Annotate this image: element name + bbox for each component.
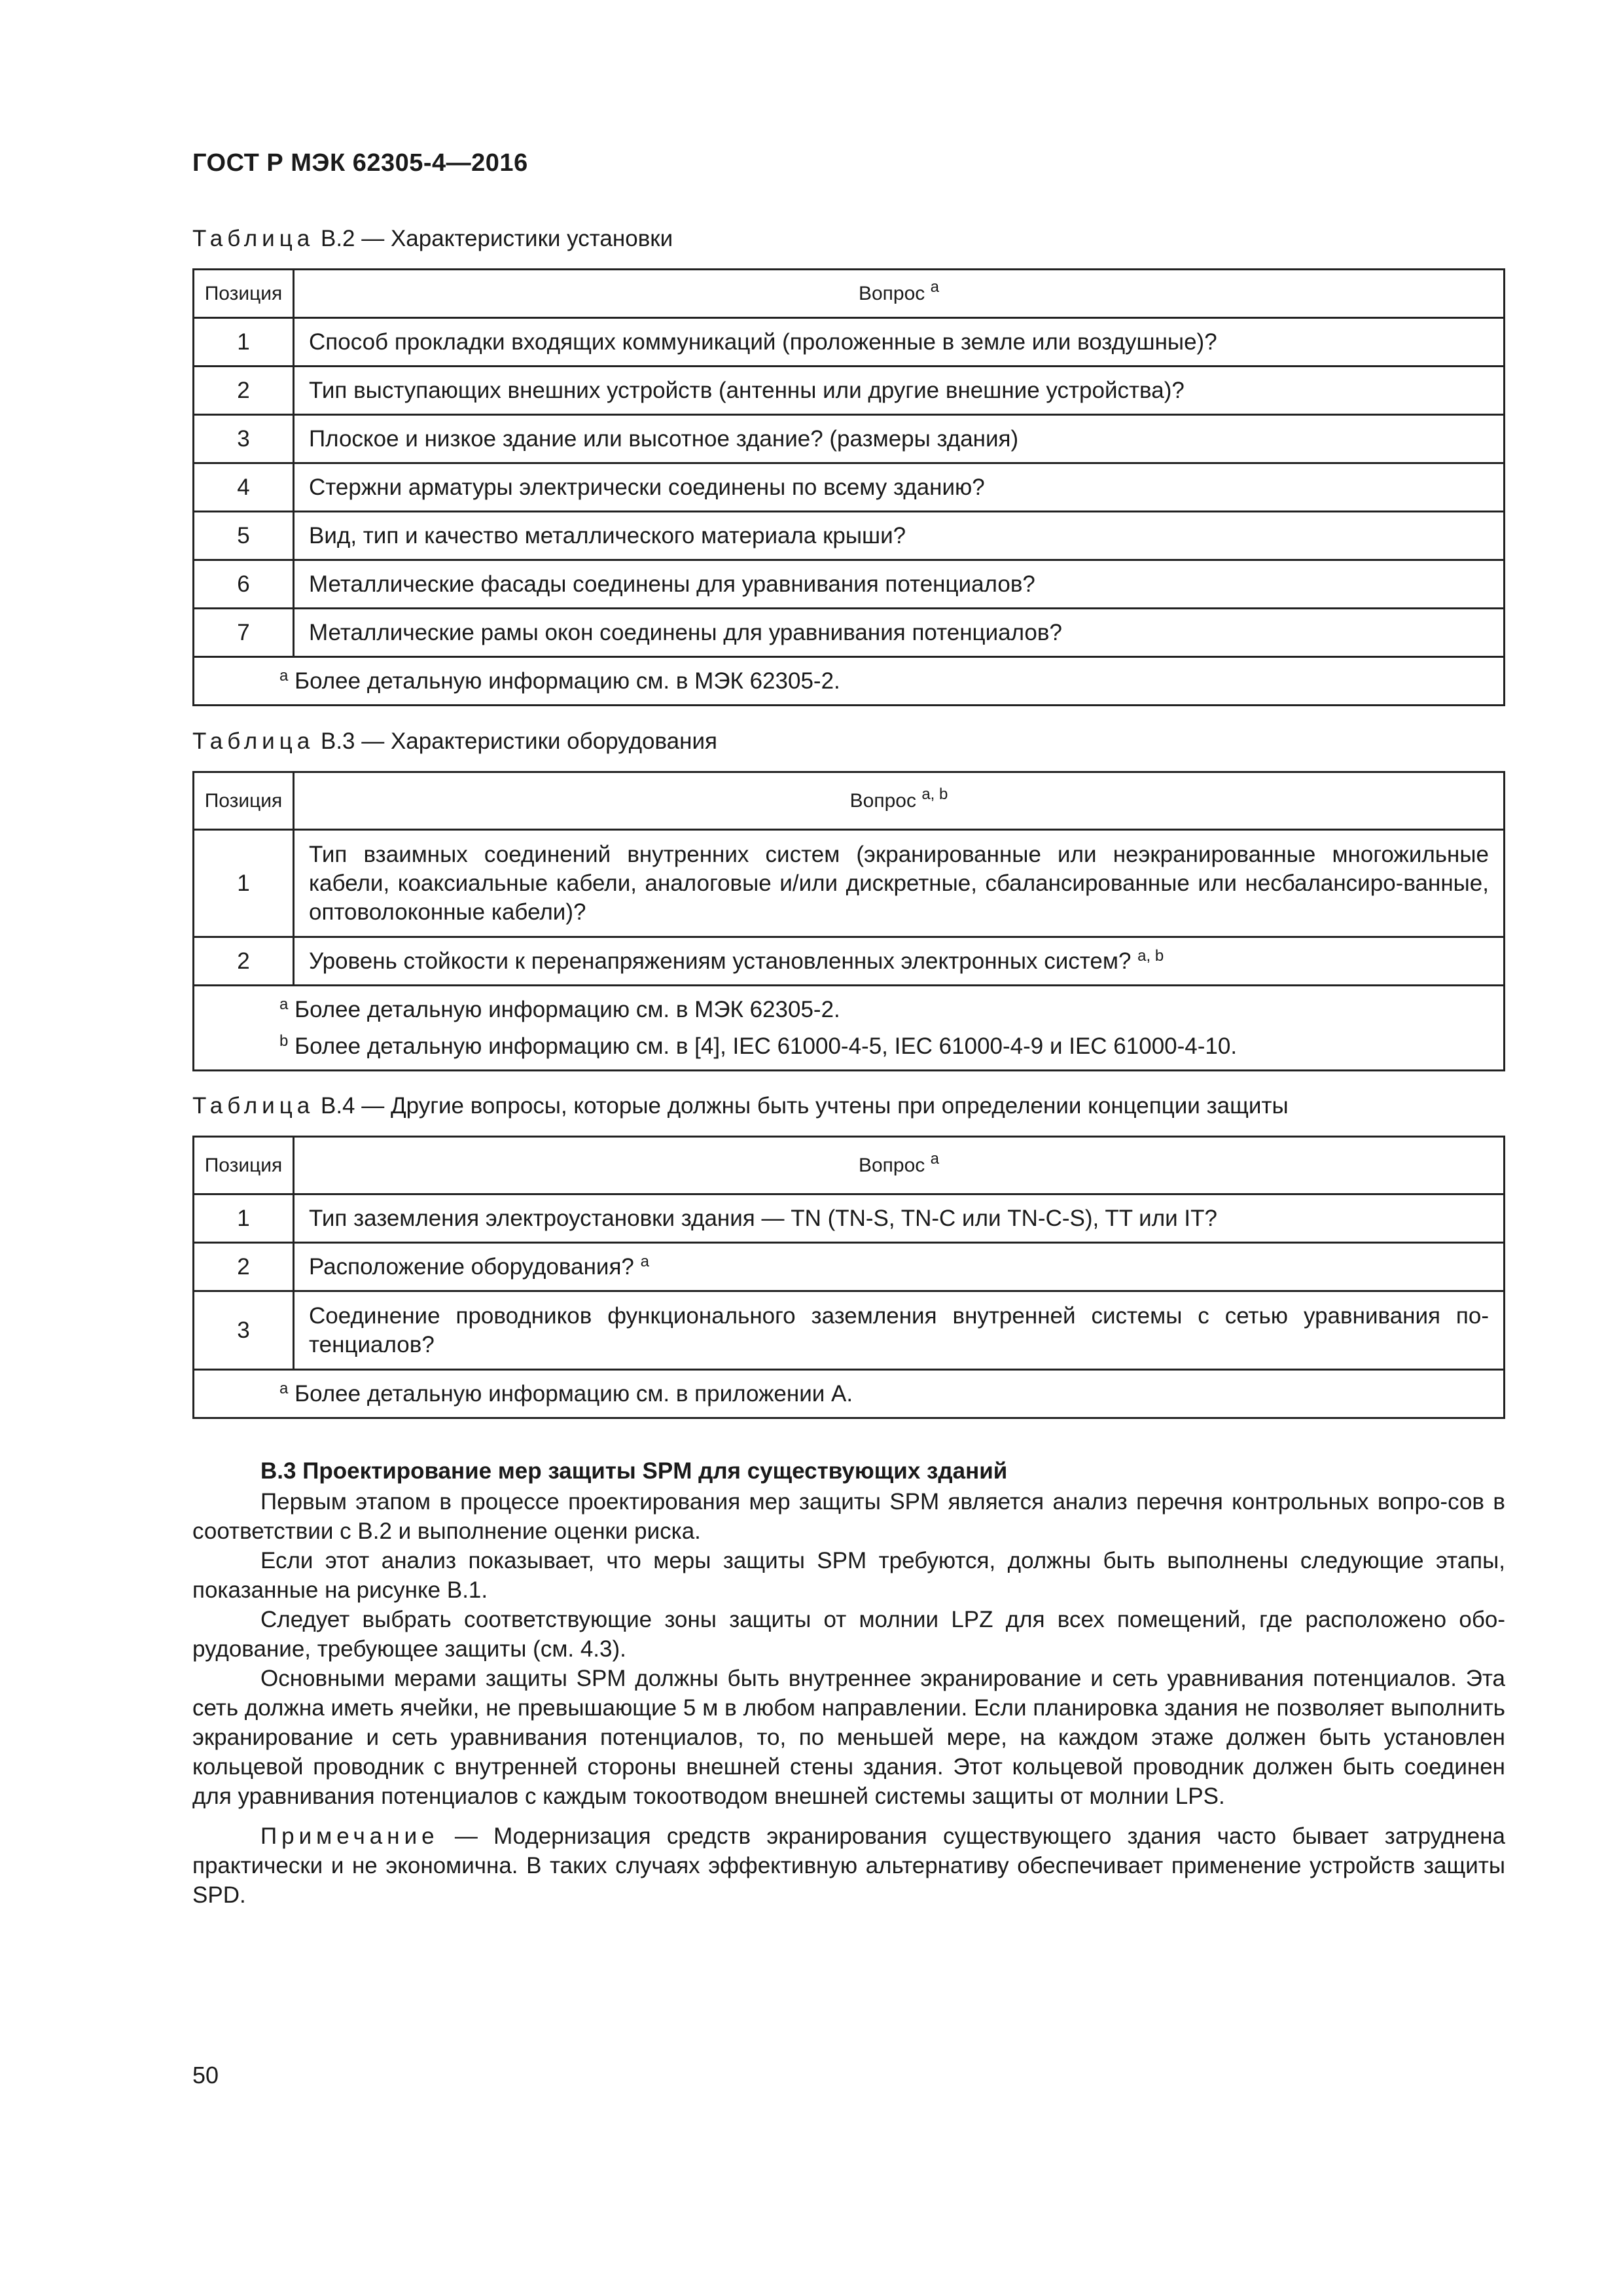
paragraph: Основными мерами защиты SPM должны быть внутреннее экранирование и сеть уравнивания потенциалов. Эта сеть должна иметь ячейки, не превышающие 5 м в любом направлении. Если планировка здания не позволяет выполнить экранирование и сеть уравнивания потенциалов, то, по меньшей мере, на каждом этаже должен быть установлен кольцевой проводник с внутренней стороны внешней стены здания. Этот кольцевой проводник должен быть соединен для уравнивания потенциалов с каждым токоотводом внешней системы защиты от молнии LPS. <box>192 1666 1505 1809</box>
row-position: 2 <box>194 937 294 986</box>
table-row <box>194 830 1505 937</box>
table-footnotes <box>194 1370 1505 1418</box>
row-position: 1 <box>194 318 294 367</box>
column-header-position: Позиция <box>194 1137 294 1194</box>
table-header-row <box>194 270 1505 318</box>
row-question: Соединение проводников функционального заземления внутренней системы с сетью уравнивания по-тенциалов? <box>294 1291 1505 1370</box>
row-position: 2 <box>194 367 294 415</box>
table-row <box>194 609 1505 657</box>
table-caption-text: B.4 — Другие вопросы, которые должны быть учтены при определении концепции защиты <box>320 1093 1289 1119</box>
table-b4 <box>192 1136 1505 1419</box>
row-question: Металлические фасады соединены для уравнивания потенциалов? <box>294 560 1505 609</box>
table-caption-label: Таблица <box>192 728 315 754</box>
note-label: Примечание <box>260 1823 439 1849</box>
column-header-position: Позиция <box>194 270 294 318</box>
table-row <box>194 463 1505 512</box>
row-question: Уровень стойкости к перенапряжениям установленных электронных систем? $^{a, b}$ <box>294 937 1505 986</box>
row-question: Тип взаимных соединений внутренних систем (экранированные или неэкранированные многожильные кабели, коаксиальные кабели, аналоговые и/или дискретные, сбалансированные или несбалансиро-ванные, оптоволоконные кабели)? <box>294 830 1505 937</box>
row-position: 3 <box>194 1291 294 1370</box>
row-position: 6 <box>194 560 294 609</box>
row-question: Тип выступающих внешних устройств (антенны или другие внешние устройства)? <box>294 367 1505 415</box>
table-b2 <box>192 268 1505 706</box>
note-text: — Модернизация средств экранирования существующего здания часто бывает затруднена практически и не экономична. В таких случаях эффективную альтернативу обеспечивает применение устройств защиты SPD. <box>192 1823 1505 1908</box>
paragraph: Если этот анализ показывает, что меры защиты SPM требуются, должны быть выполнены следующие этапы, показанные на рисунке B.1. <box>192 1548 1505 1603</box>
table-caption-label: Таблица <box>192 1093 315 1119</box>
table-caption-text: B.3 — Характеристики оборудования <box>320 728 717 754</box>
table-row <box>194 937 1505 986</box>
section-body <box>192 1487 1505 1910</box>
table-footnotes <box>194 986 1505 1071</box>
row-position: 3 <box>194 415 294 463</box>
row-position: 7 <box>194 609 294 657</box>
document-header: ГОСТ Р МЭК 62305-4—2016 <box>192 149 528 177</box>
row-position: 5 <box>194 512 294 560</box>
note-paragraph <box>192 1821 1505 1910</box>
section-title: B.3 Проектирование мер защиты SPM для существующих зданий <box>260 1458 1008 1484</box>
column-header-question: Вопрос $^a$ <box>294 1137 1505 1194</box>
table-caption-label: Таблица <box>192 226 315 251</box>
row-question: Расположение оборудования? $^a$ <box>294 1243 1505 1291</box>
paragraph: Первым этапом в процессе проектирования мер защиты SPM является анализ перечня контрольных вопро-сов в соответствии с B.2 и выполнение оценки риска. <box>192 1489 1505 1544</box>
table-header-row <box>194 1137 1505 1194</box>
table-row <box>194 512 1505 560</box>
table-caption-text: B.2 — Характеристики установки <box>320 226 673 251</box>
table-b4-caption <box>192 1093 1289 1119</box>
footnote: $^a$ Более детальную информацию см. в МЭК 62305-2. <box>279 666 840 694</box>
table-footnotes <box>194 657 1505 706</box>
row-position: 4 <box>194 463 294 512</box>
row-question: Стержни арматуры электрически соединены по всему зданию? <box>294 463 1505 512</box>
table-row <box>194 415 1505 463</box>
table-row <box>194 367 1505 415</box>
page-number: 50 <box>192 2062 219 2089</box>
row-question: Способ прокладки входящих коммуникаций (проложенные в земле или воздушные)? <box>294 318 1505 367</box>
table-header-row <box>194 772 1505 830</box>
paragraph: Следует выбрать соответствующие зоны защиты от молнии LPZ для всех помещений, где расположено обо-рудование, требующее защиты (см. 4.3). <box>192 1607 1505 1662</box>
row-position: 1 <box>194 830 294 937</box>
table-footnote-row <box>194 986 1505 1071</box>
row-question: Вид, тип и качество металлического материала крыши? <box>294 512 1505 560</box>
footnote: $^a$ Более детальную информацию см. в МЭК 62305-2. <box>279 995 840 1022</box>
column-header-question: Вопрос $^a$ <box>294 270 1505 318</box>
table-b2-caption <box>192 226 673 252</box>
row-question: Плоское и низкое здание или высотное здание? (размеры здания) <box>294 415 1505 463</box>
footnote: $^a$ Более детальную информацию см. в приложении А. <box>279 1379 853 1407</box>
row-question: Металлические рамы окон соединены для уравнивания потенциалов? <box>294 609 1505 657</box>
row-position: 1 <box>194 1194 294 1243</box>
table-row <box>194 318 1505 367</box>
table-b3 <box>192 771 1505 1071</box>
row-question: Тип заземления электроустановки здания — TN (TN-S, TN-C или TN-C-S), TT или IT? <box>294 1194 1505 1243</box>
column-header-position: Позиция <box>194 772 294 830</box>
row-position: 2 <box>194 1243 294 1291</box>
table-footnote-row <box>194 1370 1505 1418</box>
table-footnote-row <box>194 657 1505 706</box>
table-row <box>194 1194 1505 1243</box>
table-row <box>194 560 1505 609</box>
footnote: $^b$ Более детальную информацию см. в [4], IEC 61000-4-5, IEC 61000-4-9 и IEC 61000-4-10. <box>279 1031 1238 1059</box>
table-row <box>194 1291 1505 1370</box>
column-header-question: Вопрос $^{a, b}$ <box>294 772 1505 830</box>
table-row <box>194 1243 1505 1291</box>
table-b3-caption <box>192 728 717 755</box>
